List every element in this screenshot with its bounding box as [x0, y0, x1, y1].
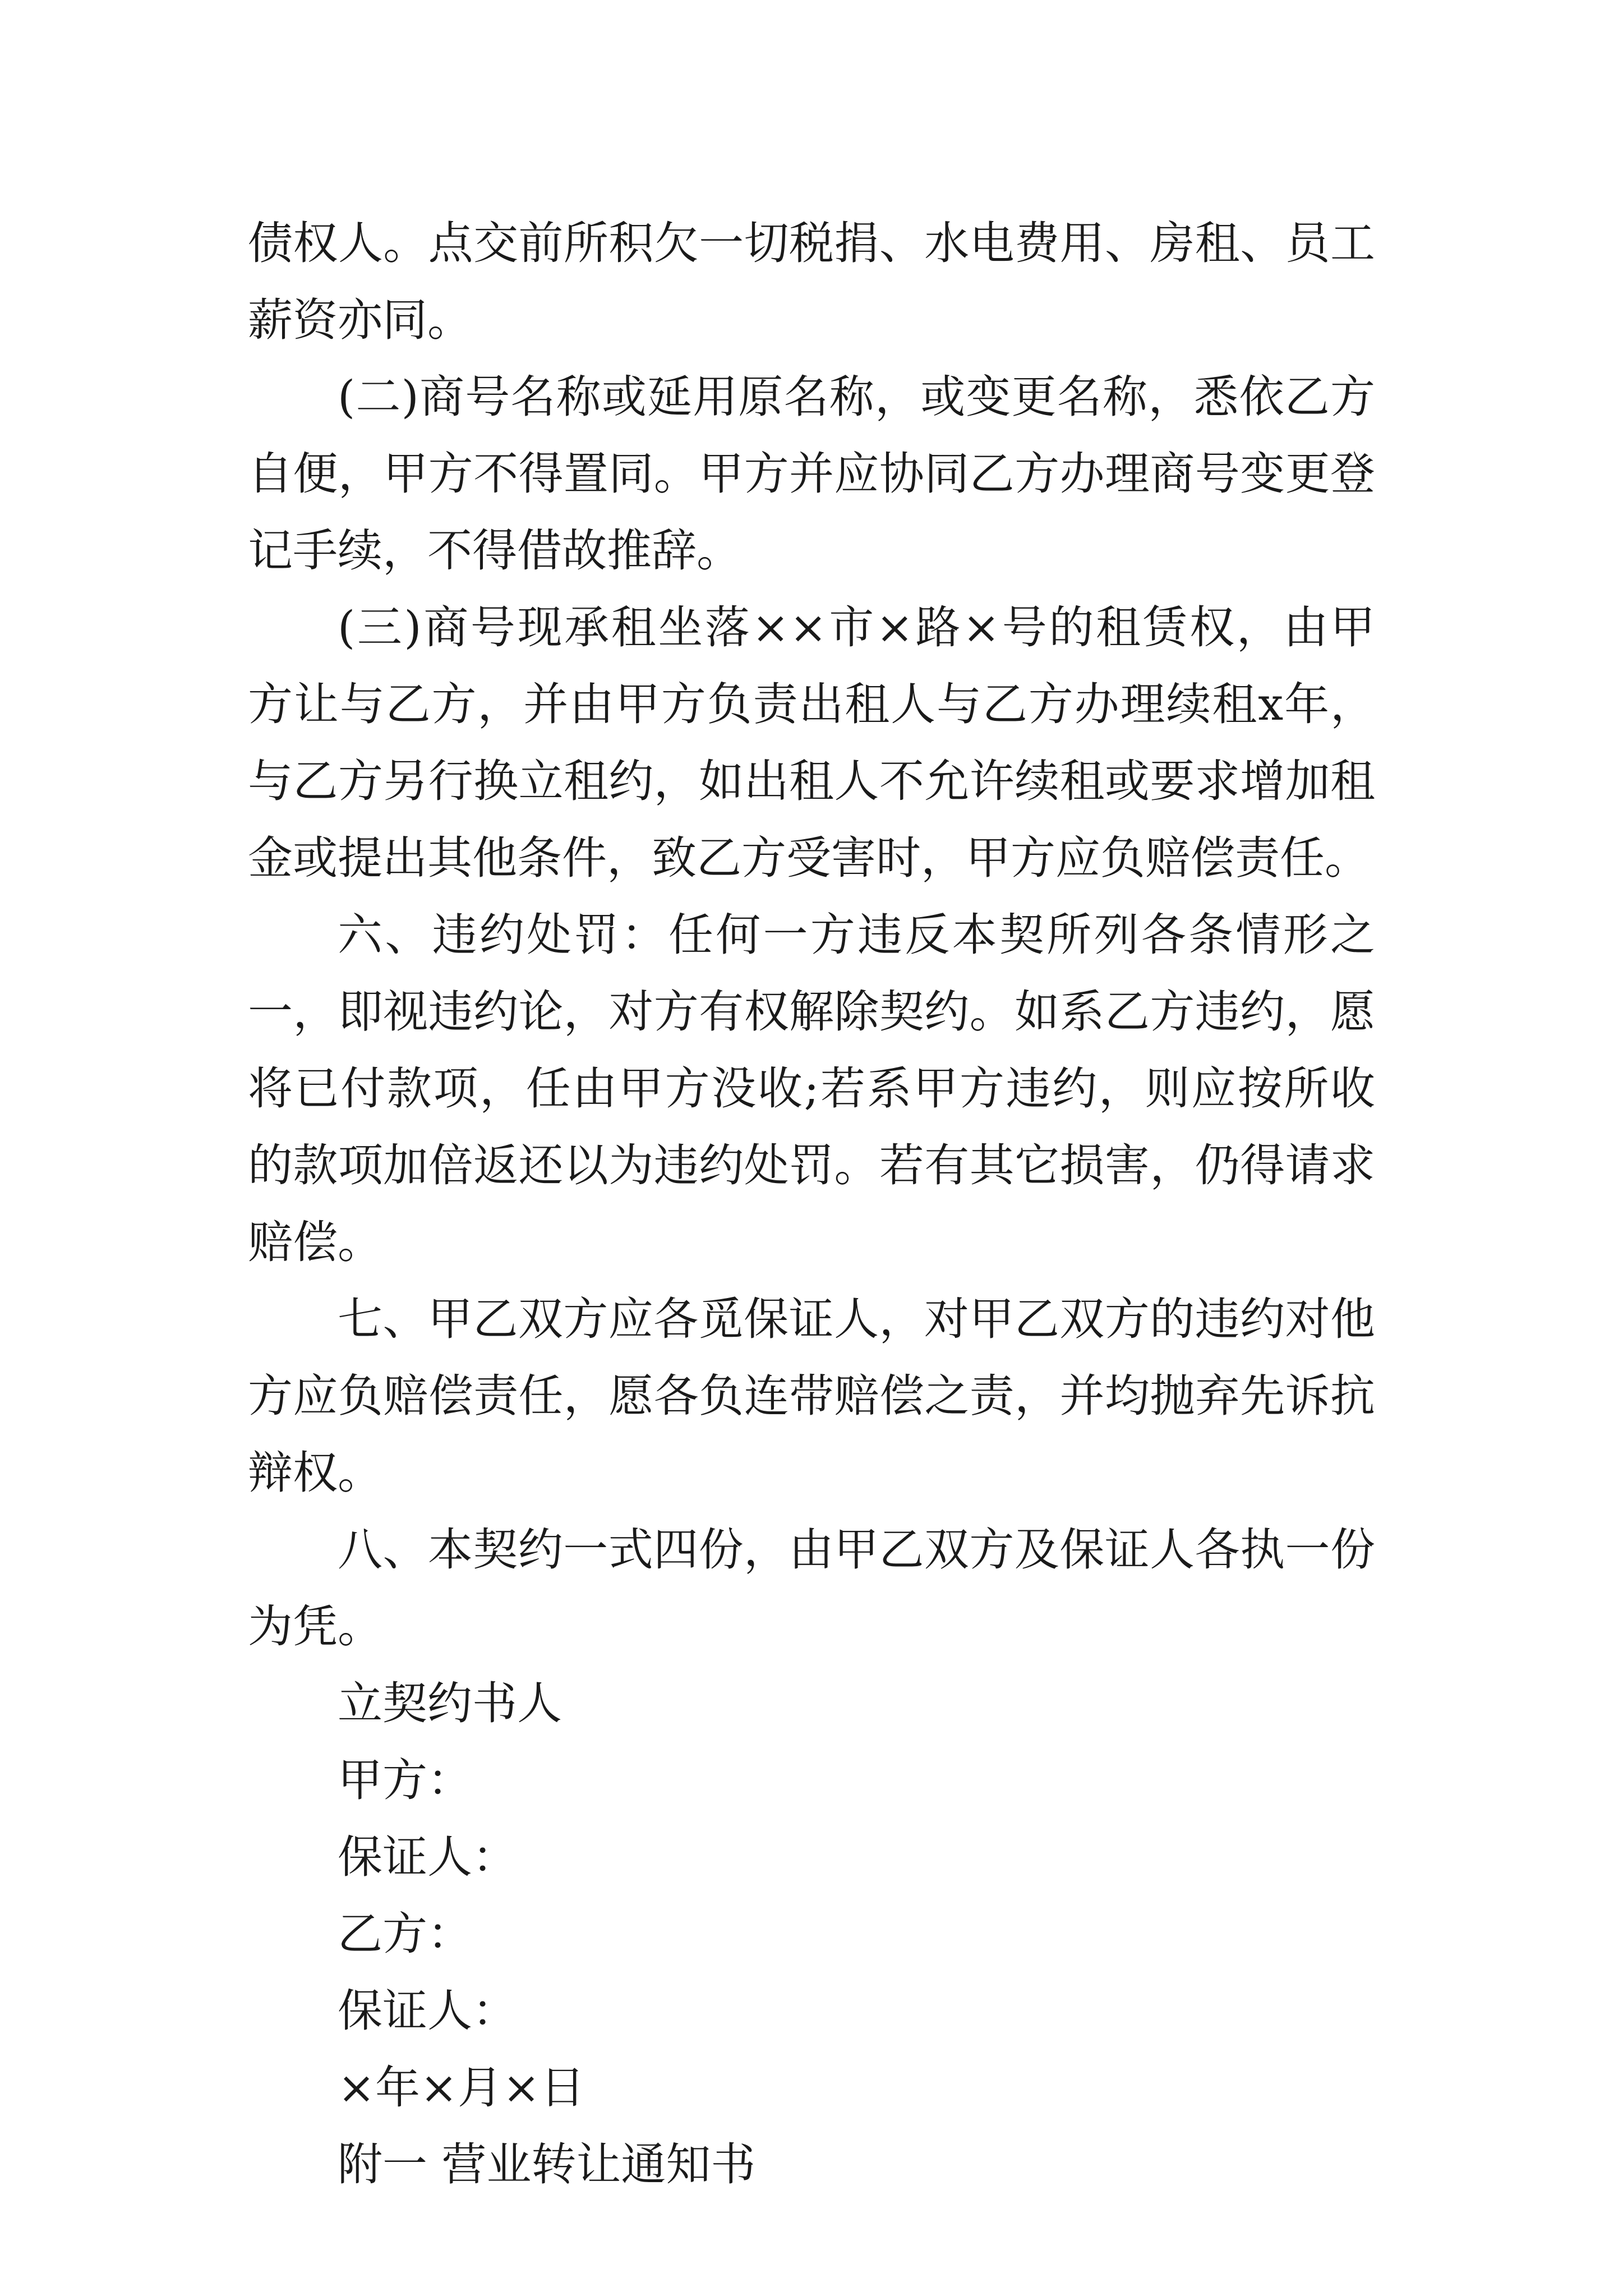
paragraph-lease-rights: (三)商号现承租坐落××市×路×号的租赁权，由甲方让与乙方，并由甲方负责出租人与乙方办理续租x年，与乙方另行换立租约，如出租人不允许续租或要求增加租金或提出其他条件，致乙方受害时，甲方应负赔偿责任。	[248, 601, 1375, 884]
signatory-heading: 立契约书人	[338, 1677, 562, 1729]
party-b-label: 乙方：	[338, 1908, 472, 1960]
paragraph-trade-name: (二)商号名称或延用原名称，或变更名称，悉依乙方自便，甲方不得置同。甲方并应协同乙方办理商号变更登记手续，不得借故推辞。	[248, 371, 1375, 577]
paragraph-copies: 八、本契约一式四份，由甲乙双方及保证人各执一份为凭。	[248, 1524, 1375, 1653]
paragraph-guarantors: 七、甲乙双方应各觅保证人，对甲乙双方的违约对他方应负赔偿责任，愿各负连带赔偿之责，并均抛弃先诉抗辩权。	[248, 1293, 1375, 1499]
paragraph-continuation: 债权人。点交前所积欠一切税捐、水电费用、房租、员工薪资亦同。	[248, 217, 1375, 346]
appendix-title: 附一 营业转让通知书	[338, 2138, 756, 2191]
document-body	[248, 205, 1375, 2203]
signature-block	[248, 1665, 1375, 2203]
party-b-guarantor-label: 保证人：	[338, 1985, 517, 2037]
paragraph-breach-penalty: 六、违约处罚：任何一方违反本契所列各条情形之一，即视违约论，对方有权解除契约。如系乙方违约，愿将已付款项，任由甲方没收;若系甲方违约，则应按所收的款项加倍返还以为违约处罚。若有其它损害，仍得请求赔偿。	[248, 909, 1375, 1268]
party-a-label: 甲方：	[338, 1754, 472, 1806]
date-line: ×年×月×日	[338, 2062, 585, 2114]
party-a-guarantor-label: 保证人：	[338, 1831, 517, 1883]
